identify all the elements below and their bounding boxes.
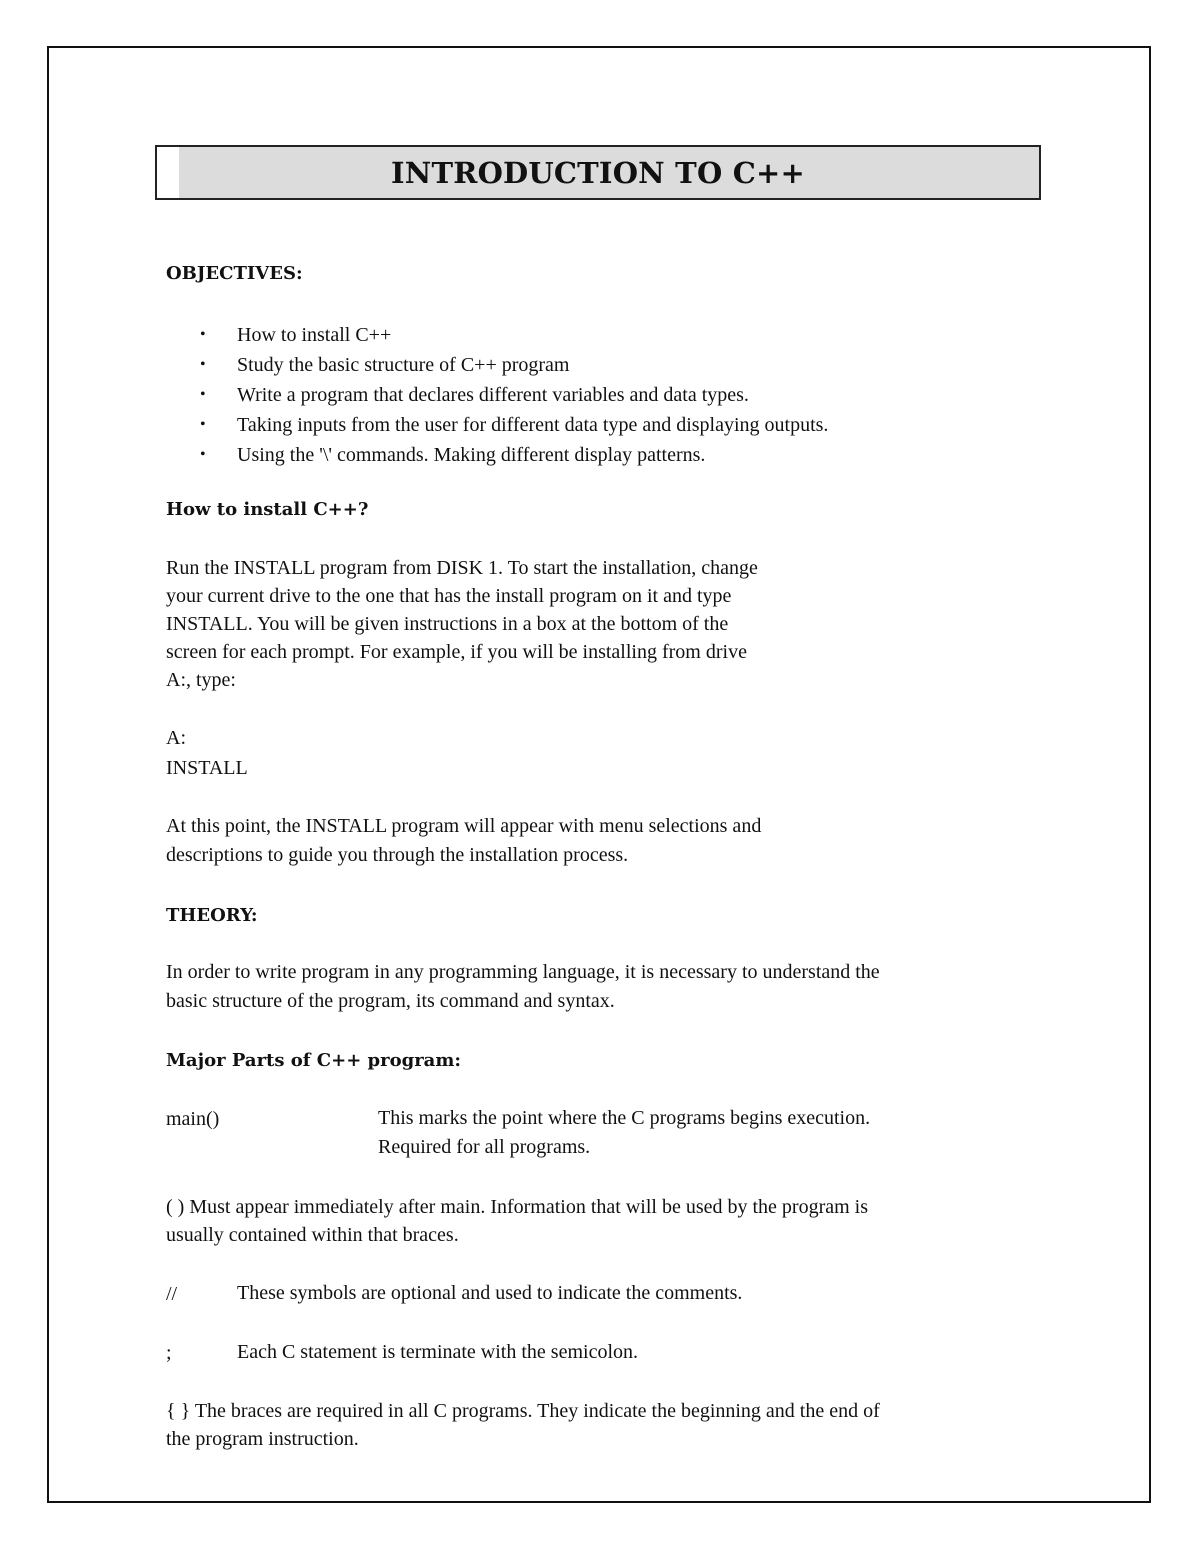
main-definition-line: This marks the point where the C programs begins execution. bbox=[378, 1107, 871, 1129]
objective-text: How to install C++ bbox=[237, 324, 392, 346]
install-para-line: At this point, the INSTALL program will appear with menu selections and bbox=[166, 815, 762, 837]
semicolon-term: ; bbox=[166, 1342, 172, 1364]
semicolon-definition: Each C statement is terminate with the semicolon. bbox=[237, 1341, 639, 1363]
braces-para-line: { } The braces are required in all C programs. They indicate the beginning and the end of bbox=[166, 1400, 880, 1422]
list-item bbox=[200, 410, 828, 440]
install-para-line: descriptions to guide you through the installation process. bbox=[166, 844, 629, 866]
main-term: main() bbox=[166, 1108, 220, 1130]
main-definition-line: Required for all programs. bbox=[378, 1136, 591, 1158]
comment-definition: These symbols are optional and used to indicate the comments. bbox=[237, 1282, 743, 1304]
page-title: INTRODUCTION TO C++ bbox=[391, 155, 805, 190]
install-para-line: screen for each prompt. For example, if you will be installing from drive bbox=[166, 641, 747, 663]
list-item bbox=[200, 320, 828, 350]
install-code-line: INSTALL bbox=[166, 757, 248, 779]
bullet-icon: • bbox=[200, 446, 206, 463]
comment-term: // bbox=[166, 1283, 178, 1305]
parens-para-line: usually contained within that braces. bbox=[166, 1224, 459, 1246]
list-item bbox=[200, 440, 828, 470]
install-code-line: A: bbox=[166, 727, 186, 749]
install-para-line: Run the INSTALL program from DISK 1. To start the installation, change bbox=[166, 557, 758, 579]
objective-text: Using the '\' commands. Making different display patterns. bbox=[237, 444, 706, 466]
braces-para-line: the program instruction. bbox=[166, 1428, 359, 1450]
bullet-icon: • bbox=[200, 326, 206, 343]
objectives-heading: OBJECTIVES: bbox=[166, 263, 303, 284]
theory-para-line: In order to write program in any programming language, it is necessary to understand the bbox=[166, 961, 880, 983]
parens-para-line: ( ) Must appear immediately after main. Information that will be used by the program is bbox=[166, 1196, 869, 1218]
objectives-list bbox=[200, 320, 828, 470]
list-item bbox=[200, 380, 828, 410]
install-heading: How to install C++? bbox=[166, 499, 369, 520]
bullet-icon: • bbox=[200, 416, 206, 433]
bullet-icon: • bbox=[200, 386, 206, 403]
bullet-icon: • bbox=[200, 356, 206, 373]
title-banner bbox=[155, 145, 1041, 200]
parts-heading: Major Parts of C++ program: bbox=[166, 1050, 462, 1071]
objective-text: Study the basic structure of C++ program bbox=[237, 354, 570, 376]
objective-text: Taking inputs from the user for different data type and displaying outputs. bbox=[237, 414, 829, 436]
list-item bbox=[200, 350, 828, 380]
theory-para-line: basic structure of the program, its command and syntax. bbox=[166, 990, 615, 1012]
install-para-line: INSTALL. You will be given instructions in a box at the bottom of the bbox=[166, 613, 729, 635]
theory-heading: THEORY: bbox=[166, 905, 258, 926]
install-para-line: A:, type: bbox=[166, 669, 236, 691]
install-para-line: your current drive to the one that has the install program on it and type bbox=[166, 585, 732, 607]
objective-text: Write a program that declares different variables and data types. bbox=[237, 384, 749, 406]
